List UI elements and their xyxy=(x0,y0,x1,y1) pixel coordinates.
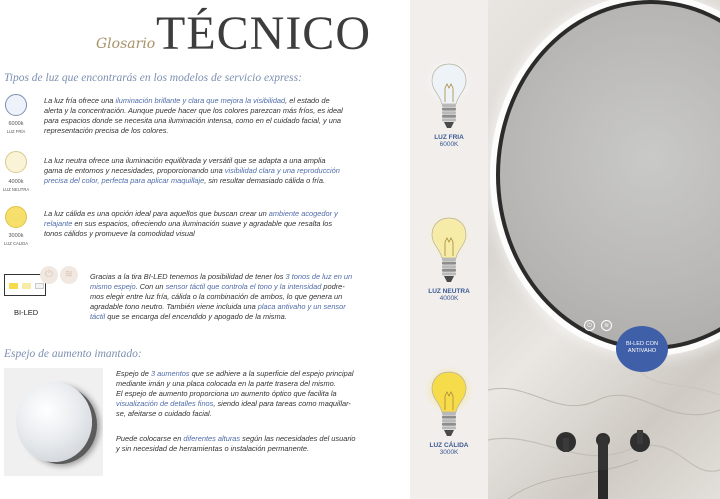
warm-bulb-icon xyxy=(424,366,474,440)
text-line: se, afeitarse o cuidado facial. xyxy=(116,409,212,418)
text-line: gama de entornos y necesidades, proporcionando una visibilidad clara y una reproducción xyxy=(44,166,340,175)
text-line: relajante en sus espacios, ofreciendo una iluminación suave y agradable que resalta los xyxy=(44,219,333,228)
mirror-photo xyxy=(488,0,720,499)
neutral-light-kelvin: 4000k LUZ NEUTRA xyxy=(2,179,30,192)
bulb-neutral-kelvin: 4000K xyxy=(439,295,459,302)
bulb-cold-kelvin: 6000K xyxy=(439,141,459,148)
mirror-touch-icons xyxy=(584,312,618,331)
neutral-bulb-icon xyxy=(424,212,474,286)
cold-light-description xyxy=(44,96,384,136)
bulb-cold xyxy=(410,58,488,148)
magnifier-description xyxy=(116,369,406,419)
cold-light-kelvin: 6000k LUZ FRÍA xyxy=(6,121,26,134)
warm-light-kelvin: 3000k LUZ CALIDA xyxy=(3,233,29,246)
text-line: precisa del color, perfecta para aplicar maquillaje, sin resultar demasiado cálida o fría. xyxy=(44,176,325,185)
neutral-light-description xyxy=(44,156,384,186)
mirror-power-icon: ⏻ xyxy=(584,320,595,331)
magnifier-mirror-image xyxy=(4,368,103,476)
text-line: y sin necesidad de herramientas o instalación permanente. xyxy=(116,444,310,453)
text-line: agradable tono neutro. También viene incluida una placa antivaho y un sensor xyxy=(90,302,346,311)
warm-light-description xyxy=(44,209,384,239)
bulb-warm-name: LUZ CÁLIDA xyxy=(429,442,469,449)
bulb-warm-kelvin: 3000K xyxy=(439,449,459,456)
mirror-antifog-icon: ≋ xyxy=(601,320,612,331)
title-big: TÉCNICO xyxy=(156,7,371,60)
light-types-heading: Tipos de luz que encontrarás en los modelos de servicio express: xyxy=(4,72,302,84)
text-line: mismo espejo. Con un sensor táctil que controla el tono y la intensidad podre- xyxy=(90,282,345,291)
text-line: mediante imán y una placa colocada en la parte trasera del mismo. xyxy=(116,379,336,388)
cold-light-swatch xyxy=(5,94,27,116)
warm-light-swatch xyxy=(5,206,27,228)
magnifier-placement xyxy=(116,434,406,454)
text-line: El espejo de aumento proporciona un aumento óptico que facilita la xyxy=(116,389,337,398)
neutral-light-swatch xyxy=(5,151,27,173)
bulb-warm xyxy=(410,366,488,456)
text-line: Espejo de 3 aumentos que se adhiere a la superficie del espejo principal xyxy=(116,369,354,378)
text-line: táctil que se encarga del encendido y apogado de la misma. xyxy=(90,312,287,321)
antifog-icon: ≋ xyxy=(60,266,78,284)
bulb-cold-name: LUZ FRIA xyxy=(434,134,464,141)
title-small: Glosario xyxy=(96,36,156,52)
text-line: La luz fría ofrece una iluminación brillante y clara que mejora la visibilidad, el estado de xyxy=(44,96,330,105)
text-line: representación precisa de los colores. xyxy=(44,126,169,135)
text-line: La luz neutra ofrece una iluminación equilibrada y versátil que se adapta a una amplia xyxy=(44,156,326,165)
text-line: visualización de detalles finos, siendo ideal para tareas como maquillar- xyxy=(116,399,351,408)
bi-led-label: BI-LED xyxy=(14,308,39,317)
text-line: para espacios donde se necesita una iluminación intensa, como en el cuidado facial, y una xyxy=(44,116,342,125)
text-line: mos elegir entre luz fría, cálida o la combinación de ambos, lo que genera un xyxy=(90,292,343,301)
text-line: tonos cálidos y promueve la comodidad visual xyxy=(44,229,195,238)
bi-led-description xyxy=(90,272,390,322)
faucet-icon xyxy=(548,420,658,499)
text-line: Gracias a la tira BI-LED tenemos la posibilidad de tener los 3 tonos de luz en un xyxy=(90,272,353,281)
text-line: alerta y la concentración. Aunque puede hacer que los colores parezcan más fríos, es ideal xyxy=(44,106,343,115)
bulb-neutral-name: LUZ NEUTRA xyxy=(428,288,470,295)
cold-bulb-icon xyxy=(424,58,474,132)
bulb-neutral xyxy=(410,212,488,302)
power-icon: ⏻ xyxy=(40,266,58,284)
magnifier-heading: Espejo de aumento imantado: xyxy=(4,348,142,360)
bi-led-badge: BI-LED CON ANTIVAHO xyxy=(616,326,668,372)
text-line: Puede colocarse en diferentes alturas según las necesidades del usuario xyxy=(116,434,356,443)
text-line: La luz cálida es una opción ideal para aquellos que buscan crear un ambiente acogedor y xyxy=(44,209,338,218)
